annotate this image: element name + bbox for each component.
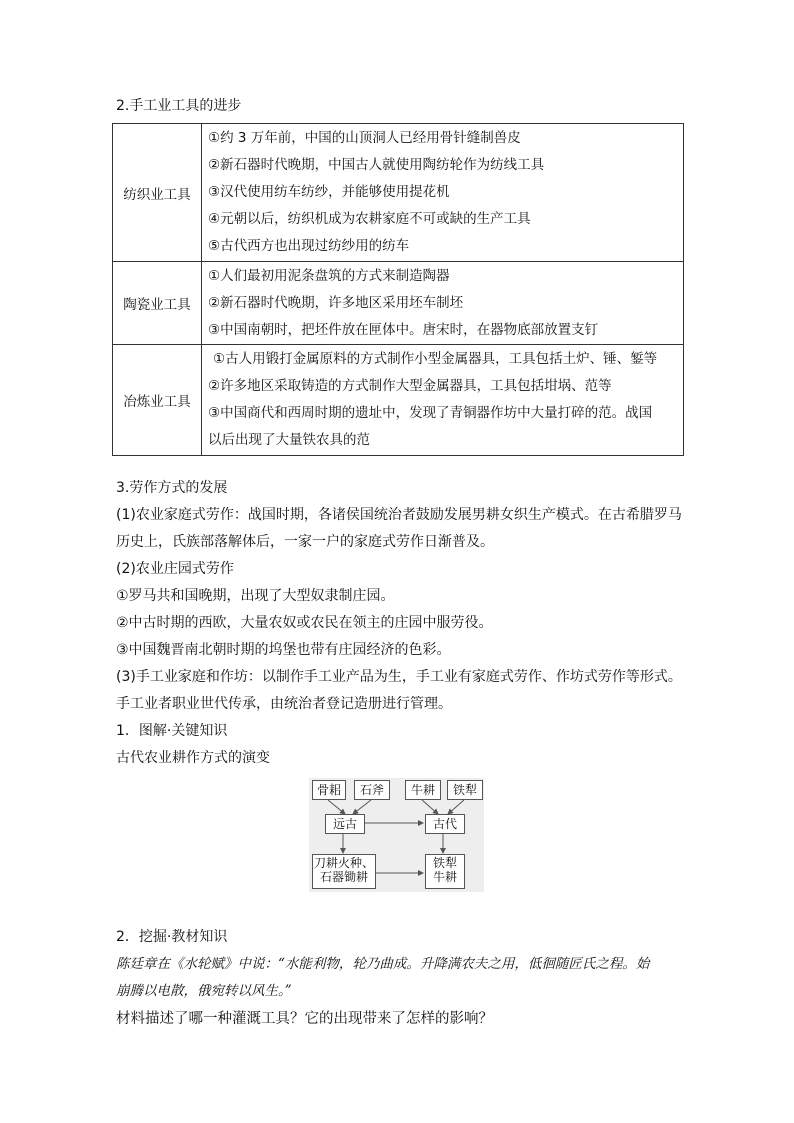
- diagram-label: 古代: [432, 817, 457, 831]
- category-cell: 陶瓷业工具: [113, 262, 202, 345]
- quote-line: 崩腾以电散，俄宛转以风生。”: [116, 983, 292, 999]
- list-item: ③中国南朝时，把坯件放在匣体中。唐宋时，在器物底部放置支钉: [208, 321, 599, 338]
- list-item: 以后出现了大量铁农具的范: [208, 432, 370, 448]
- list-item: ①古人用锻打金属原料的方式制作小型金属器具，工具包括土炉、锤、錾等: [213, 351, 658, 367]
- diagram-box-method: [425, 854, 465, 889]
- items-cell: [202, 124, 684, 262]
- diagram-label: 牛耕: [410, 783, 435, 797]
- paragraph-line: ①罗马共和国晚期，出现了大型奴隶制庄园。: [116, 588, 395, 604]
- list-item: ②新石器时代晚期，中国古人就使用陶纺轮作为纺线工具: [208, 157, 545, 173]
- list-item: ②新石器时代晚期，许多地区采用坯车制坯: [208, 294, 464, 311]
- diagram-box-tool: [312, 780, 346, 800]
- diagram-box-era: [325, 814, 365, 834]
- list-item: ④元朝以后，纺织机成为农耕家庭不可或缺的生产工具: [208, 211, 531, 227]
- list-item: ②许多地区采取铸造的方式制作大型金属器具，工具包括坩埚、范等: [208, 378, 612, 394]
- table-row: [113, 345, 684, 456]
- diagram-label: 铁犁: [432, 856, 457, 870]
- paragraph-line: 历史上，氏族部落解体后，一家一户的家庭式劳作日渐普及。: [116, 534, 494, 550]
- paragraph-line: ②中古时期的西欧，大量农奴或农民在领主的庄园中服劳役。: [116, 615, 493, 631]
- quote-line: 陈廷章在《水轮赋》中说：“水能利物，轮乃曲成。升降满农夫之用，低徊随匠氏之程。始: [116, 956, 650, 972]
- diagram-label: 石器锄耕: [319, 870, 368, 884]
- table-row: [113, 124, 684, 262]
- list-item: ①约 3 万年前，中国的山顶洞人已经用骨针缝制兽皮: [208, 130, 521, 146]
- category-cell: 纺织业工具: [113, 124, 202, 262]
- list-item: ①人们最初用泥条盘筑的方式来制造陶器: [208, 267, 450, 284]
- paragraph-line: (3)手工业家庭和作坊：以制作手工业产品为生，手工业有家庭式劳作、作坊式劳作等形式。: [116, 669, 682, 685]
- evolution-diagram: [309, 778, 484, 892]
- arrow: [328, 800, 345, 814]
- knowledge-2-title: 2．挖掘·教材知识: [116, 929, 228, 945]
- items-cell: [202, 262, 684, 345]
- tools-table: [112, 123, 684, 456]
- diagram-box-method: [312, 854, 376, 889]
- paragraph-line: ③中国魏晋南北朝时期的坞堡也带有庄园经济的色彩。: [116, 642, 451, 658]
- section-2-title: 2.手工业工具的进步: [116, 98, 242, 114]
- diagram-label: 石斧: [359, 783, 384, 797]
- paragraph-line: (1)农业家庭式劳作：战国时期，各诸侯国统治者鼓励发展男耕女织生产模式。在古希腊罗马: [116, 507, 682, 523]
- category-cell: 冶炼业工具: [113, 345, 202, 456]
- paragraph-line: (2)农业庄园式劳作: [116, 561, 234, 577]
- list-item: ③汉代使用纺车纺纱，并能够使用提花机: [208, 184, 450, 200]
- diagram-label: 骨耜: [316, 783, 341, 797]
- paragraph-line: 手工业者职业世代传承，由统治者登记造册进行管理。: [116, 696, 452, 712]
- diagram-label: 牛耕: [432, 870, 457, 884]
- diagram-box-tool: [405, 780, 441, 800]
- diagram-box-era: [425, 814, 465, 834]
- question: 材料描述了哪一种灌溉工具？它的出现带来了怎样的影响？: [116, 1011, 493, 1027]
- list-item: ③中国商代和西周时期的遗址中，发现了青铜器作坊中大量打碎的范。战国: [208, 405, 653, 421]
- diagram-box-tool: [447, 780, 483, 800]
- table-row: [113, 262, 684, 345]
- section-3-title: 3.劳作方式的发展: [116, 480, 228, 496]
- diagram-label: 刀耕火种、: [313, 856, 374, 870]
- diagram-label: 铁犁: [452, 783, 477, 797]
- arrow: [353, 800, 371, 814]
- knowledge-1-subtitle: 古代农业耕作方式的演变: [116, 750, 270, 766]
- items-cell: [202, 345, 684, 456]
- diagram-box-tool: [354, 780, 390, 800]
- list-item: ⑤古代西方也出现过纺纱用的纺车: [208, 238, 410, 254]
- knowledge-1-title: 1．图解·关键知识: [116, 723, 228, 739]
- arrow: [448, 800, 464, 814]
- arrow: [422, 800, 438, 814]
- diagram-label: 远古: [332, 817, 357, 831]
